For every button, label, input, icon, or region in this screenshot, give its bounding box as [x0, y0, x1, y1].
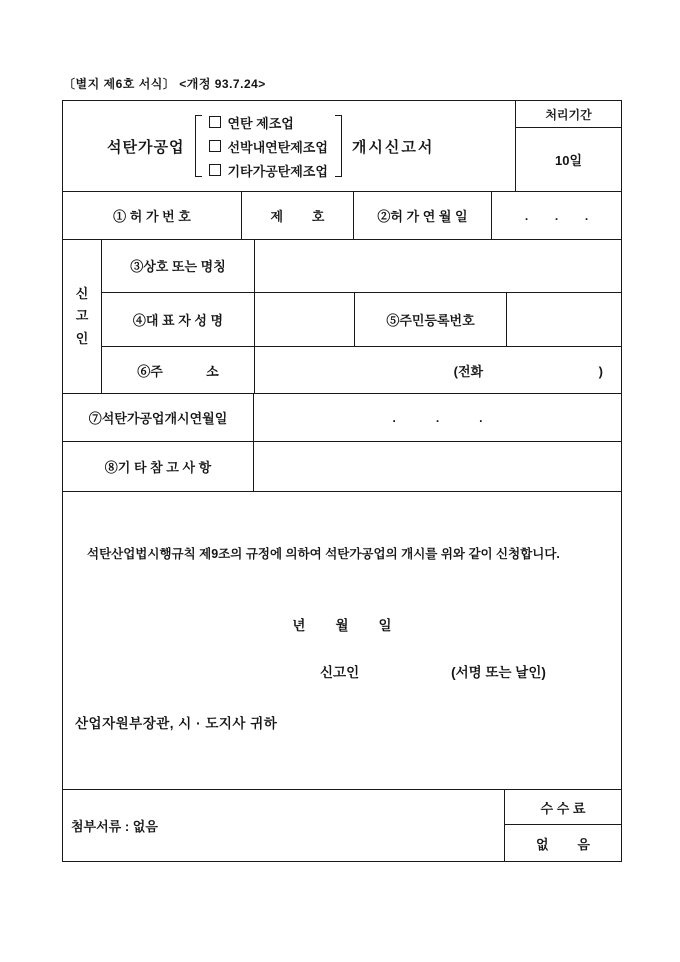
reporter-char: 신: [75, 286, 89, 302]
start-date-row: [63, 393, 621, 441]
business-options: [209, 110, 327, 182]
checkbox-icon[interactable]: [209, 140, 221, 152]
checkbox-icon[interactable]: [209, 116, 221, 128]
option-label: 연탄 제조업: [227, 115, 294, 131]
permit-date-label: ②허 가 연 월 일: [353, 192, 491, 239]
signer-line: [63, 661, 621, 681]
remarks-row: [63, 441, 621, 491]
permit-row: [63, 191, 621, 239]
option-ship-briquette: [209, 137, 327, 156]
option-briquette: [209, 113, 327, 132]
form-table: [62, 100, 622, 862]
representative-row: [102, 292, 621, 347]
company-name-row: [102, 240, 621, 292]
option-other-processed: [209, 161, 327, 180]
option-label: 선박내연탄제조업: [227, 139, 328, 155]
address-label: ⑥주 소: [137, 363, 219, 379]
processing-period-box: [515, 101, 621, 191]
address-phone-field[interactable]: (전화 ): [254, 347, 621, 393]
reporter-char: 인: [75, 330, 89, 346]
reporter-vertical-label: [63, 240, 101, 393]
addressee: 산업자원부장관, 시 · 도지사 귀하: [75, 716, 278, 731]
permit-number-label: ① 허 가 번 호: [113, 209, 191, 224]
option-label: 기타가공탄제조업: [227, 163, 328, 179]
processing-period-value: 10일: [554, 153, 583, 168]
statement-section: [63, 491, 621, 789]
fee-label: 수 수 료: [505, 790, 621, 825]
permit-number-field[interactable]: 제 호: [241, 192, 353, 239]
start-date-field[interactable]: . . .: [253, 394, 621, 441]
reporter-char: 고: [75, 308, 89, 324]
report-title: 개시신고서: [351, 138, 435, 156]
start-date-label: ⑦석탄가공업개시연월일: [88, 411, 228, 426]
fee-value: 없 음: [535, 836, 590, 852]
form-header-row: [63, 101, 621, 191]
checkbox-icon[interactable]: [209, 164, 221, 176]
form-reference: 〔별지 제6호 서식〕 <개정 93.7.24>: [63, 77, 266, 91]
business-type-title: 석탄가공업: [107, 138, 185, 156]
form-title-area: [63, 101, 515, 191]
company-name-label: ③상호 또는 명칭: [130, 259, 226, 275]
bracket-right-icon: [335, 115, 342, 177]
remarks-label: ⑧기 타 참 고 사 항: [104, 460, 212, 475]
attachments-note: 첨부서류 : 없음: [71, 819, 158, 834]
remarks-field[interactable]: [253, 442, 621, 491]
date-line: 년 월 일: [292, 618, 392, 633]
bracket-left-icon: [195, 115, 202, 177]
representative-label: ④대 표 자 성 명: [132, 312, 224, 328]
signer-label: 신고인: [320, 665, 360, 680]
reporter-section: [63, 239, 621, 393]
resident-number-field[interactable]: [506, 293, 621, 347]
signature-note: (서명 또는 날인): [451, 665, 546, 680]
footer-row: [63, 789, 621, 861]
company-name-field[interactable]: [254, 240, 621, 292]
permit-date-field[interactable]: . . .: [491, 192, 621, 239]
address-row: [102, 346, 621, 393]
resident-number-label: ⑤주민등록번호: [354, 293, 506, 347]
fee-box: [504, 790, 621, 861]
representative-field[interactable]: [254, 293, 354, 347]
processing-period-label: 처리기간: [516, 101, 621, 128]
statement-text: 석탄산업법시행규칙 제9조의 규정에 의하여 석탄가공업의 개시를 위와 같이 신청합니다.: [87, 547, 560, 561]
reporter-fields: [101, 240, 621, 393]
